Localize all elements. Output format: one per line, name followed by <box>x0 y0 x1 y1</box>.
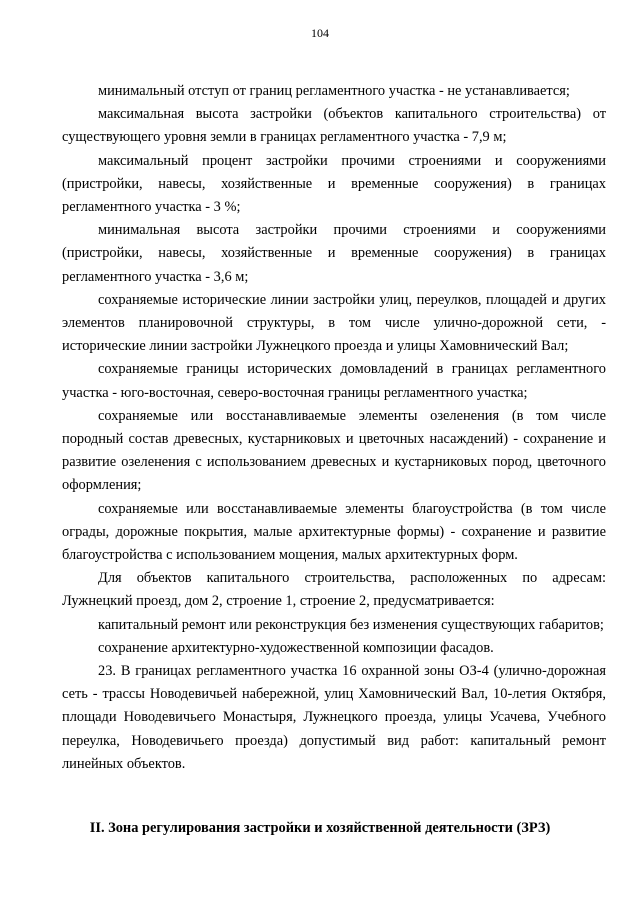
paragraph: минимальный отступ от границ регламентного участка - не устанавливается; <box>98 83 570 99</box>
paragraph: Для объектов капитального строительства, расположенных по адресам: Лужнецкий проезд, дом 2, строение 1, строение 2, предусматривается: <box>62 570 606 610</box>
numbered-paragraph: 23. В границах регламентного участка 16 охранной зоны ОЗ-4 (улично-дорожная сеть - трассы Новодевичьей набережной, улиц Хамовнический Вал, 10-летия Октября, площади Новодевичьего Монастыря, Лужнецкого проезда, улицы Усачева, Учебного переулка, Новодевичьего проезда) допустимый вид работ: капитальный ремонт линейных объектов. <box>62 663 606 772</box>
document-body <box>62 80 606 776</box>
paragraph: максимальная высота застройки (объектов капитального строительства) от существующего уровня земли в границах регламентного участка - 7,9 м; <box>62 106 606 146</box>
paragraph: сохраняемые исторические линии застройки улиц, переулков, площадей и других элементов планировочной структуры, в том числе улично-дорожной сети, - исторические линии застройки Лужнецкого проезда и улицы Хамовнический Вал; <box>62 291 606 355</box>
paragraph: максимальный процент застройки прочими строениями и сооружениями (пристройки, навесы, хозяйственные и временные сооружения) в границах регламентного участка - 3 %; <box>62 152 606 216</box>
paragraph: капитальный ремонт или реконструкция без изменения существующих габаритов; <box>98 616 604 633</box>
paragraph: минимальная высота застройки прочими строениями и сооружениями (пристройки, навесы, хозяйственные и временные сооружения) в границах регламентного участка - 3,6 м; <box>62 222 606 285</box>
section-heading: II. Зона регулирования застройки и хозяйственной деятельности (ЗРЗ) <box>89 820 551 836</box>
page-number: 104 <box>311 26 329 40</box>
paragraph: сохраняемые границы исторических домовладений в границах регламентного участка - юго-восточная, северо-восточная границы регламентного участка; <box>62 361 606 401</box>
paragraph: сохранение архитектурно-художественной композиции фасадов. <box>98 639 494 656</box>
paragraph: сохраняемые или восстанавливаемые элементы благоустройства (в том числе ограды, дорожные покрытия, малые архитектурные формы) - сохранение и развитие благоустройства с использованием мощения, малых архитектурных форм. <box>62 500 606 564</box>
paragraph: сохраняемые или восстанавливаемые элементы озеленения (в том числе породный состав древесных, кустарниковых и цветочных насаждений) - сохранение и развитие озеленения с использованием древесных и кустарниковых пород, цветочного оформления; <box>62 407 606 494</box>
